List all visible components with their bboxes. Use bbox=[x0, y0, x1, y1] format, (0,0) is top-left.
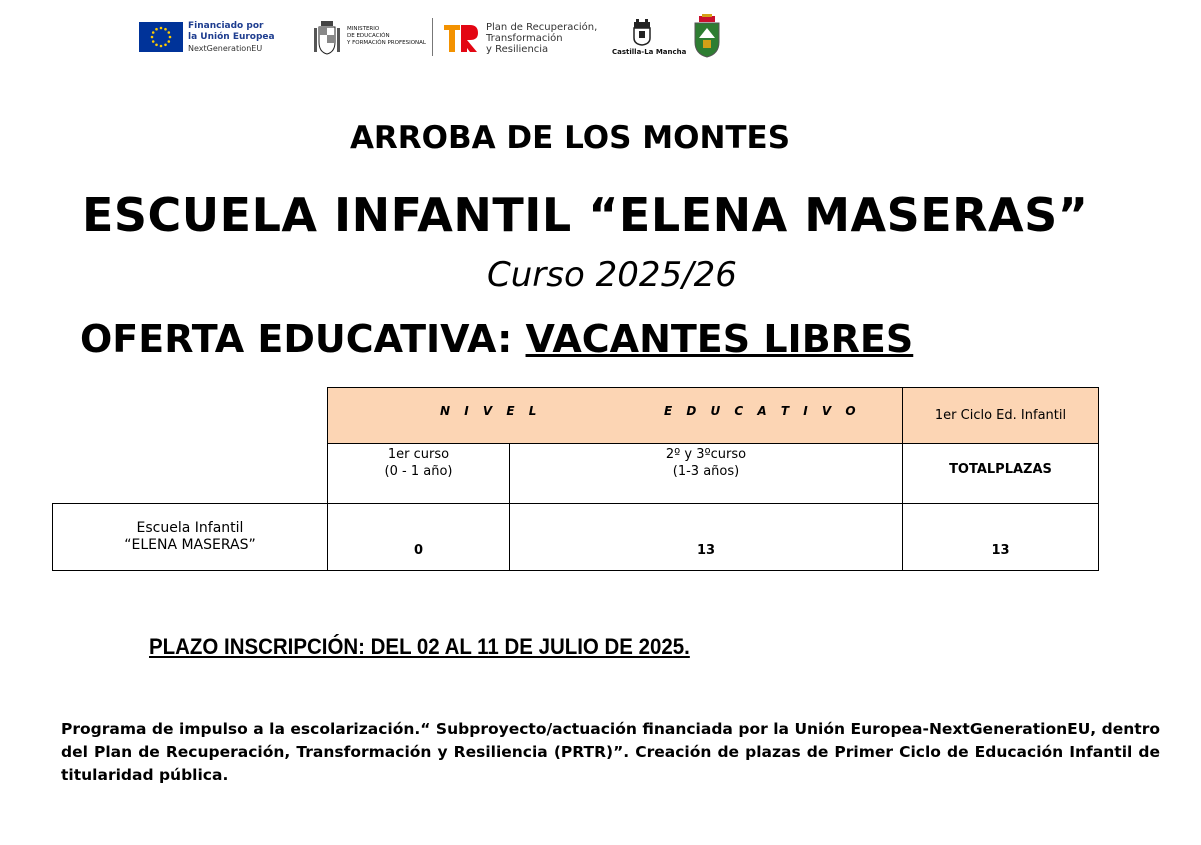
col1-line1: 1er curso bbox=[387, 447, 450, 462]
ministry-text bbox=[347, 26, 426, 47]
ministry-line3: Y FORMACIÓN PROFESIONAL bbox=[347, 40, 426, 46]
registration-period: PLAZO INSCRIPCIÓN: DEL 02 AL 11 DE JULIO DE 2025. bbox=[149, 634, 690, 659]
offer-highlight: VACANTES LIBRES bbox=[525, 317, 914, 361]
offer-prefix: OFERTA EDUCATIVA: bbox=[80, 317, 513, 361]
header-cycle: 1er Ciclo Ed. Infantil bbox=[902, 387, 1099, 444]
col1-line2: (0 - 1 año) bbox=[384, 464, 453, 479]
prtr-text bbox=[486, 22, 597, 55]
value-total-plazas: 13 bbox=[902, 503, 1099, 571]
col2-line1: 2º y 3ºcurso bbox=[665, 447, 747, 462]
eu-flag-icon bbox=[139, 22, 183, 52]
school-name: ESCUELA INFANTIL “ELENA MASERAS” bbox=[82, 188, 1089, 242]
col-second-third-course bbox=[509, 443, 903, 504]
ministry-line2: DE EDUCACIÓN bbox=[347, 33, 390, 39]
header-educativo: E D U C A T I V O bbox=[664, 404, 861, 418]
prtr-line1: Plan de Recuperación, bbox=[486, 22, 598, 33]
eu-line1: Financiado por bbox=[188, 21, 264, 31]
logo-divider bbox=[432, 18, 433, 56]
funding-footnote: Programa de impulso a la escolarización.“ Subproyecto/actuación financiada por la Unión Europea-NextGenerationEU, dentro del Plan de Recuperación, Transformación y Resiliencia (PRTR)”. Creación de plazas de Primer Ciclo de Educación Infantil de titularidad pública. bbox=[61, 720, 1160, 784]
header-nivel: N I V E L bbox=[440, 404, 542, 418]
col-first-course bbox=[327, 443, 510, 504]
row-label-line1: Escuela Infantil bbox=[136, 520, 244, 536]
value-first-course: 0 bbox=[327, 503, 510, 571]
eu-line3: NextGenerationEU bbox=[188, 44, 263, 53]
course-year: Curso 2025/26 bbox=[487, 255, 737, 295]
castilla-la-mancha-emblem-icon bbox=[631, 18, 653, 46]
col-total-plazas bbox=[902, 443, 1099, 504]
row-label-line2: “ELENA MASERAS” bbox=[124, 537, 256, 553]
region-name: Castilla-La Mancha bbox=[612, 48, 687, 56]
ministry-line1: MINISTERIO bbox=[347, 26, 380, 32]
eu-funding-text bbox=[188, 21, 275, 54]
offer-title bbox=[80, 317, 913, 361]
prtr-line2: Transformación bbox=[486, 33, 563, 44]
town-name: ARROBA DE LOS MONTES bbox=[349, 120, 791, 156]
prtr-line3: y Resiliencia bbox=[486, 44, 549, 55]
value-second-third-course: 13 bbox=[509, 503, 903, 571]
spain-coat-of-arms-icon bbox=[312, 20, 342, 56]
row-label bbox=[52, 503, 328, 571]
eu-line2: la Unión Europea bbox=[188, 32, 275, 42]
municipal-coat-of-arms-icon bbox=[693, 14, 721, 58]
col3-label: TOTALPLAZAS bbox=[949, 462, 1052, 477]
prtr-logo-icon bbox=[442, 22, 480, 54]
col2-line2: (1-3 años) bbox=[672, 464, 740, 479]
